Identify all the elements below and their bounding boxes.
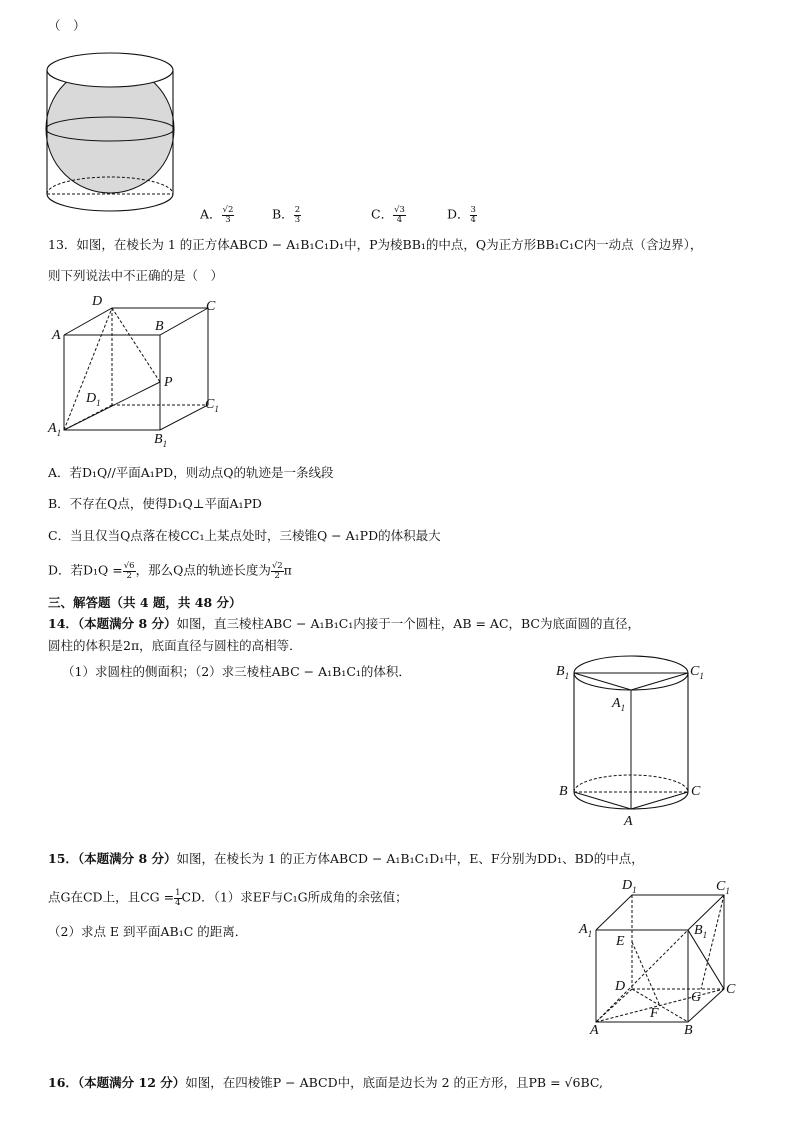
label-D1: $D_1$ — [86, 391, 101, 408]
label-B: B — [684, 1023, 693, 1038]
label-G: G — [691, 990, 702, 1005]
label-C1: $C_1$ — [716, 879, 730, 896]
label-D: D — [615, 979, 626, 994]
q12-option-a[interactable]: A． $\frac{√2}{3}$ — [200, 205, 234, 225]
label-E: E — [616, 934, 625, 949]
q15-stem-line2: 点G在CD上，且CG = $\frac{1}{4}$ CD．（1）求EF与C₁G所成角的余弦值； — [48, 888, 408, 908]
q12-option-c[interactable]: C． $\frac{√3}{4}$ — [371, 205, 405, 225]
label-D: D — [92, 294, 103, 309]
label-C: C — [726, 982, 736, 997]
label-A: A — [624, 814, 633, 829]
label-C: C — [691, 784, 701, 799]
q13-option-d[interactable]: D．若D₁Q = $\frac{√6}{2}$ ，那么Q点的轨迹长度为 $\frac{√2}{2}$ π — [48, 561, 292, 581]
q12-option-b[interactable]: B． $\frac{2}{3}$ — [272, 205, 301, 225]
label-A1: $A_1$ — [48, 421, 62, 438]
q13-option-b[interactable]: B．不存在Q点，使得D₁Q⊥平面A₁PD — [48, 496, 262, 511]
q15-stem-line1: 15．（本题满分 8 分）如图，在棱长为 1 的正方体ABCD − A₁B₁C₁D₁中，E、F分别为DD₁、BD的中点， — [48, 851, 644, 866]
label-P: P — [164, 375, 173, 390]
label-B1: $B_1$ — [556, 664, 570, 681]
q15-cube-figure — [578, 876, 748, 1040]
q14-stem-line1: 14．（本题满分 8 分）如图，直三棱柱ABC − A₁B₁C₁内接于一个圆柱，AB = AC，BC为底面圆的直径， — [48, 616, 640, 631]
label-A1: $A_1$ — [579, 922, 593, 939]
label-A1: $A_1$ — [612, 696, 626, 713]
q14-cylinder-prism-figure — [554, 650, 714, 830]
label-C1: $C_1$ — [690, 664, 704, 681]
q15-stem-line3: （2）求点 E 到平面AB₁C 的距离． — [48, 924, 248, 939]
q13-stem-line1: 13．如图，在棱长为 1 的正方体ABCD − A₁B₁C₁D₁中，P为棱BB₁的中点，Q为正方形BB₁C₁C内一动点（含边界）， — [48, 237, 703, 252]
label-C1: $C_1$ — [205, 397, 219, 414]
q12-option-d[interactable]: D． $\frac{3}{4}$ — [447, 205, 476, 225]
label-B1: $B_1$ — [694, 923, 708, 940]
label-A: A — [590, 1023, 599, 1038]
q16-stem-line1: 16．（本题满分 12 分）如图，在四棱锥P − ABCD中，底面是边长为 2 的正方形，且PB = √6BC, — [48, 1075, 603, 1090]
label-F: F — [650, 1006, 659, 1021]
q13-option-c[interactable]: C．当且仅当Q点落在棱CC₁上某点处时，三棱锥Q − A₁PD的体积最大 — [48, 528, 441, 543]
label-B: B — [559, 784, 568, 799]
q13-option-a[interactable]: A．若D₁Q//平面A₁PD，则动点Q的轨迹是一条线段 — [48, 465, 334, 480]
label-B1: $B_1$ — [154, 432, 168, 449]
q12-answer-bracket: （ ） — [48, 18, 86, 33]
q13-stem-line2: 则下列说法中不正确的是（ ） — [48, 268, 224, 283]
label-A: A — [52, 328, 61, 343]
section-heading: 三、解答题（共 4 题，共 48 分） — [48, 595, 242, 610]
q14-stem-line2: 圆柱的体积是2π，底面直径与圆柱的高相等． — [48, 638, 302, 653]
label-C: C — [206, 299, 216, 314]
q13-cube-figure — [46, 294, 236, 454]
label-D1: $D_1$ — [622, 878, 637, 895]
q14-questions: （1）求圆柱的侧面积；（2）求三棱柱ABC − A₁B₁C₁的体积． — [62, 664, 411, 679]
q12-cylinder-sphere-figure — [44, 46, 180, 218]
label-B: B — [155, 319, 164, 334]
